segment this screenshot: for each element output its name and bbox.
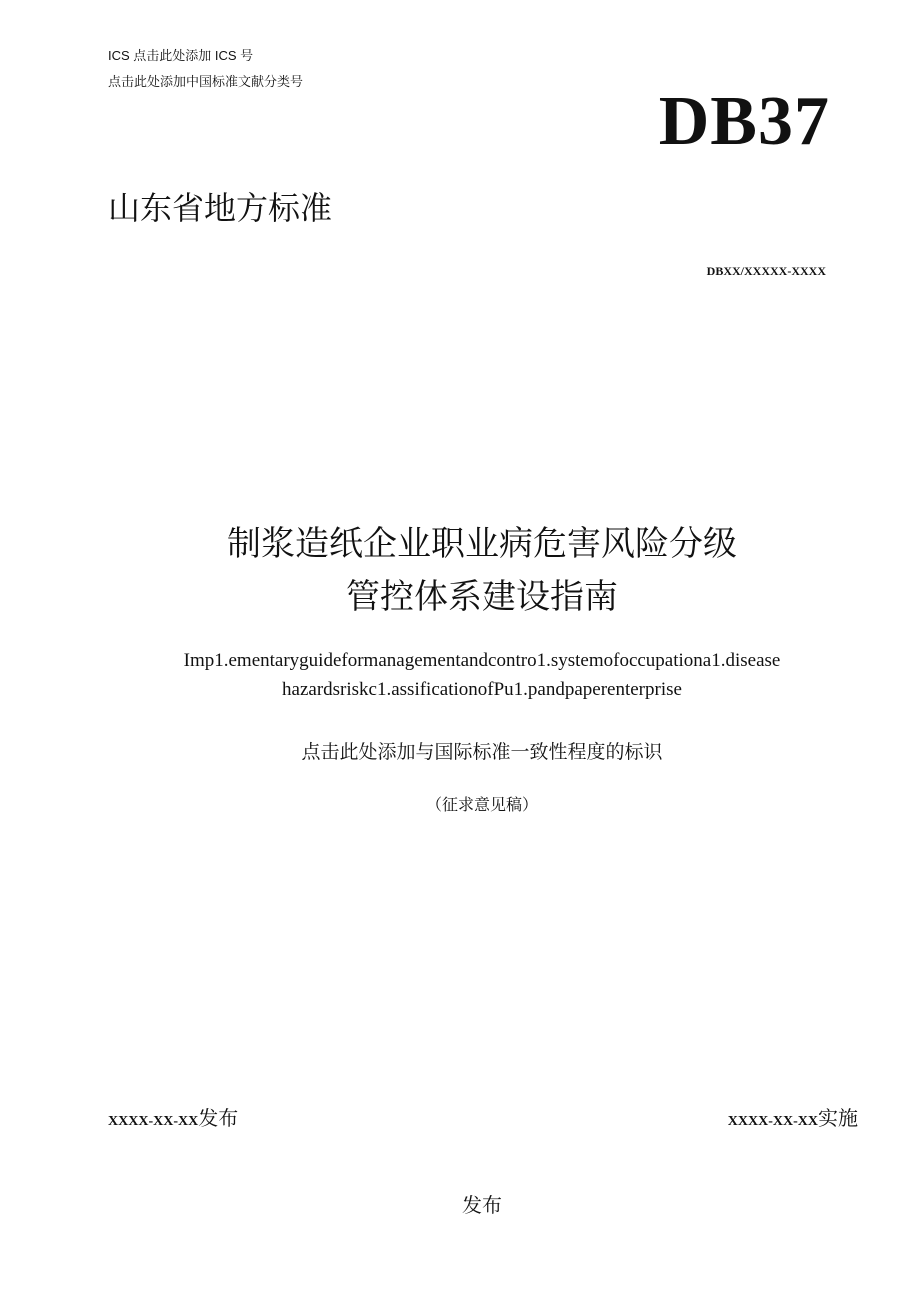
implement-date: XXXX-XX-XX bbox=[727, 1114, 818, 1129]
implement-date-line bbox=[640, 1105, 858, 1135]
title-chinese-line-1: 制浆造纸企业职业病危害风险分级 bbox=[227, 524, 737, 564]
ccs-classification-code: 点击此处添加中国标准文献分类号 bbox=[108, 74, 304, 89]
title-chinese-line-2: 管控体系建设指南 bbox=[346, 577, 618, 617]
publish-date: XXXX-XX-XX bbox=[108, 1114, 199, 1129]
publish-label: 发布 bbox=[198, 1106, 239, 1130]
implement-label: 实施 bbox=[818, 1106, 858, 1130]
publish-date-line bbox=[108, 1105, 238, 1135]
standard-number: DBXX/XXXXX-XXXX bbox=[706, 264, 826, 278]
consistency-note: 点击此处添加与国际标准一致性程度的标识 bbox=[301, 741, 663, 763]
ics-code: ICS 点击此处添加 ICS 号 bbox=[108, 48, 254, 63]
db-code: DB37 bbox=[658, 83, 830, 160]
title-english-line-1: Imp1.ementaryguideformanagementandcontro1.systemofoccupationa1.disease bbox=[183, 650, 781, 671]
draft-status: （征求意见稿） bbox=[425, 795, 538, 814]
standard-type: 山东省地方标准 bbox=[108, 189, 333, 227]
title-english-line-2: hazardsriskc1.assificationofPu1.pandpaperenterprise bbox=[282, 679, 682, 700]
issuer: 发布 bbox=[462, 1193, 502, 1217]
